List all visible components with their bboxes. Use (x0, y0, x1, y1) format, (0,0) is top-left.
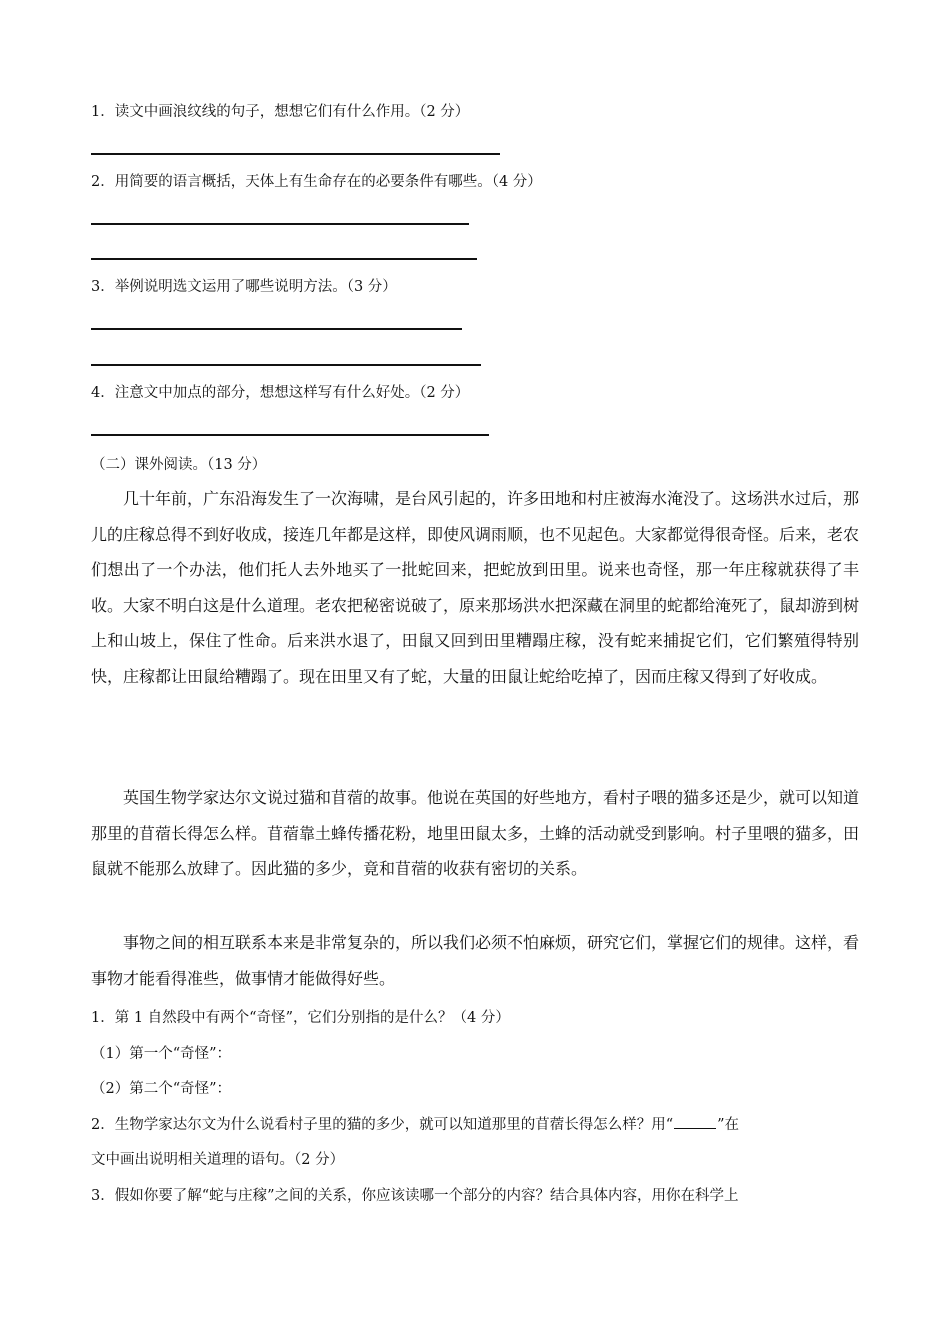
reading-paragraph-3: 事物之间的相互联系本来是非常复杂的，所以我们必须不怕麻烦，研究它们，掌握它们的规律。这样，看事物才能看得准些，做事情才能做得好些。 (91, 933, 860, 988)
answer-line (91, 258, 477, 260)
question-3: 3．举例说明选文运用了哪些说明方法。（3 分） (91, 279, 397, 295)
question-4: 4．注意文中加点的部分，想想这样写有什么好处。（2 分） (91, 385, 470, 401)
reading-question-2-text-end: ”在 (717, 1117, 740, 1133)
reading-paragraph-2: 英国生物学家达尔文说过猫和苜蓿的故事。他说在英国的好些地方，看村子喂的猫多还是少，就可以知道那里的苜蓿长得怎么样。苜蓿靠土蜂传播花粉，地里田鼠太多，土蜂的活动就受到影响。村子里喂的猫多，田鼠就不能那么放肆了。因此猫的多少，竟和苜蓿的收获有密切的关系。 (91, 788, 860, 878)
reading-question-1-part-2: （2）第二个“奇怪”： (91, 1081, 232, 1097)
reading-question-2-continued: 文中画出说明相关道理的语句。（2 分） (91, 1152, 345, 1168)
answer-line (91, 153, 500, 155)
reading-question-2 (91, 1114, 739, 1135)
question-2: 2．用简要的语言概括，天体上有生命存在的必要条件有哪些。（4 分） (91, 174, 542, 190)
reading-question-1-part-1: （1）第一个“奇怪”： (91, 1046, 232, 1062)
answer-line (91, 223, 469, 225)
question-1: 1．读文中画浪纹线的句子，想想它们有什么作用。（2 分） (91, 104, 470, 120)
reading-question-3: 3．假如你要了解“蛇与庄稼”之间的关系，你应该读哪一个部分的内容？结合具体内容，用你在科学上 (91, 1188, 739, 1204)
section-heading: （二）课外阅读。（13 分） (91, 457, 267, 473)
answer-line (91, 434, 489, 436)
reading-paragraph-1: 几十年前，广东沿海发生了一次海啸，是台风引起的，许多田地和村庄被海水淹没了。这场洪水过后，那儿的庄稼总得不到好收成，接连几年都是这样，即使风调雨顺，也不见起色。大家都觉得很奇怪。后来，老农们想出了一个办法，他们托人去外地买了一批蛇回来，把蛇放到田里。说来也奇怪，那一年庄稼就获得了丰收。大家不明白这是什么道理。老农把秘密说破了，原来那场洪水把深藏在洞里的蛇都给淹死了，鼠却游到树上和山坡上，保住了性命。后来洪水退了，田鼠又回到田里糟蹋庄稼，没有蛇来捕捉它们，它们繁殖得特别快，庄稼都让田鼠给糟蹋了。现在田里又有了蛇，大量的田鼠让蛇给吃掉了，因而庄稼又得到了好收成。 (91, 489, 860, 686)
blank-underline (674, 1114, 716, 1129)
reading-question-2-text: 2．生物学家达尔文为什么说看村子里的猫的多少，就可以知道那里的苜蓿长得怎么样？用“ (91, 1117, 674, 1133)
reading-question-1: 1．第 1 自然段中有两个“奇怪”，它们分别指的是什么？（4 分） (91, 1010, 510, 1026)
answer-line (91, 328, 462, 330)
answer-line (91, 364, 481, 366)
